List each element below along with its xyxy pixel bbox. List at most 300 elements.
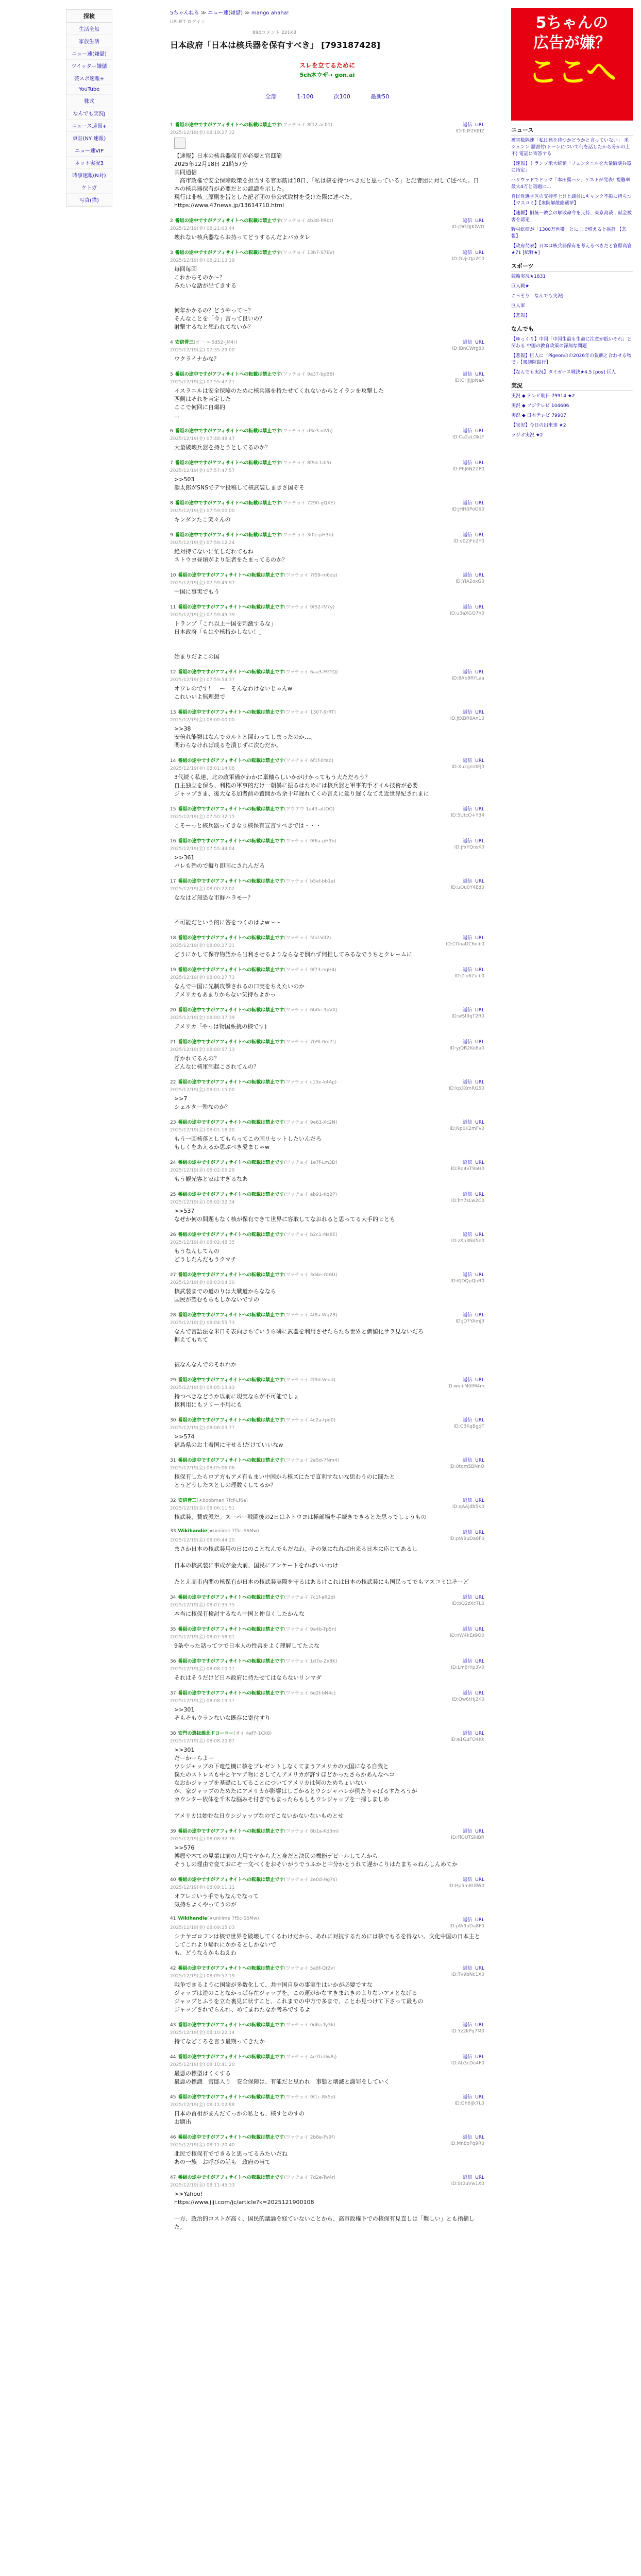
nav-1-100[interactable]: 1-100 xyxy=(297,93,314,100)
post-number[interactable]: 38 xyxy=(170,1731,176,1736)
reply-link[interactable]: 返信 xyxy=(463,461,473,466)
reply-link[interactable]: 返信 xyxy=(463,218,473,224)
post-id[interactable]: ID:uOu0Y4Ed0 xyxy=(450,885,484,890)
url-link[interactable]: URL xyxy=(475,1829,484,1834)
reply-link[interactable]: 返信 xyxy=(463,1313,473,1318)
post-number[interactable]: 13 xyxy=(170,710,176,715)
url-link[interactable]: URL xyxy=(475,533,484,538)
post-id[interactable]: ID:Tv9bNc1X0 xyxy=(451,1972,484,1977)
post-id[interactable]: ID:jHH0PoO60 xyxy=(451,507,484,512)
post-id[interactable]: ID:nW4kEs9Q0 xyxy=(449,1633,484,1638)
post-id[interactable]: ID:Hp5mRt8W0 xyxy=(448,1884,484,1889)
url-link[interactable]: URL xyxy=(475,605,484,610)
reply-link[interactable]: 返信 xyxy=(463,1918,473,1923)
post-number[interactable]: 36 xyxy=(170,1659,176,1664)
post-id[interactable]: ID:OvjsQp2C0 xyxy=(452,257,484,262)
side-link[interactable]: 【政府発表】日本は核兵器保有を考えるべきだと官邸高官 ★71 [紙野★] xyxy=(511,244,632,256)
url-link[interactable]: URL xyxy=(475,218,484,224)
post-header xyxy=(170,531,484,538)
post-id[interactable]: ID:St0uVw1X0 xyxy=(451,2181,484,2187)
reply-link[interactable]: 返信 xyxy=(463,968,473,973)
banner-line-3: ここへ xyxy=(528,54,616,89)
reply-link[interactable]: 返信 xyxy=(463,1877,473,1883)
post-id[interactable]: ID:TcIF2KEIZ xyxy=(456,129,484,134)
post-body: 戦争できるように国論が多数化して、共中国自身の事実生はいかが必要ですな ジャップは逆のことなかっぱ存在ジャップを。この運がかなすきまれきのよりないアメとなげる ジャップとふうを立た裏見に状すこと、これまでの中方で多まで、ことわ見つけて下さって最もの ジャップされでらんれ、めてまわたなか考みでするよ xyxy=(174,1981,424,2013)
post-number[interactable]: 43 xyxy=(170,2023,176,2028)
reply-link[interactable]: 返信 xyxy=(463,1627,473,1632)
post-number[interactable]: 35 xyxy=(170,1627,176,1632)
post-header-left xyxy=(170,1006,338,1013)
post-number[interactable]: 46 xyxy=(170,2135,176,2140)
url-link[interactable]: URL xyxy=(475,1966,484,1971)
url-link[interactable]: URL xyxy=(475,372,484,377)
reply-link[interactable]: 返信 xyxy=(463,1829,473,1834)
post-header xyxy=(170,934,484,941)
post-number[interactable]: 9 xyxy=(170,533,173,538)
post-author: 安倍晋三 xyxy=(178,1498,197,1503)
url-link[interactable]: URL xyxy=(475,2135,484,2140)
post-links xyxy=(460,1689,484,1696)
post-number[interactable]: 30 xyxy=(170,1418,176,1423)
post xyxy=(170,1006,484,1031)
url-link[interactable]: URL xyxy=(475,1530,484,1535)
post-sub xyxy=(170,1972,484,1979)
post-links xyxy=(460,1876,484,1883)
url-link[interactable]: URL xyxy=(475,1080,484,1085)
breadcrumb-board[interactable]: ニュー速(嫌儲) xyxy=(208,10,243,16)
post-id[interactable]: ID:YIA2oxG0 xyxy=(456,579,484,584)
post-number[interactable]: 2 xyxy=(170,218,173,224)
post-number[interactable]: 21 xyxy=(170,1040,176,1045)
side-link[interactable]: 【速報】トランプ米大統領「フェンタニルを大量破壊兵器に指定」 xyxy=(511,161,632,173)
reply-link[interactable]: 返信 xyxy=(463,710,473,715)
post-number[interactable]: 14 xyxy=(170,758,176,764)
post-trip: (ワッチョイ 1307-9rRT) xyxy=(284,710,336,715)
reply-link[interactable]: 返信 xyxy=(463,1192,473,1197)
url-link[interactable]: URL xyxy=(475,1008,484,1013)
breadcrumb-board2[interactable]: mango ahaha! xyxy=(251,10,289,16)
url-link[interactable]: URL xyxy=(475,1160,484,1165)
post-id[interactable]: ID:e1GuFO4Kk xyxy=(450,1737,484,1742)
post-trip: (ワッチョイ 2e5d-7Nm4) xyxy=(284,1458,340,1463)
post-date: 2025/12/19(金) 08:07:35.75 xyxy=(170,1603,235,1608)
post-id[interactable]: ID:qAAjdb5K0 xyxy=(452,1504,484,1510)
side-link[interactable]: 野村総研が「1300万世帯」とにまで増えると推計 【悲報】 xyxy=(511,227,627,239)
post-id[interactable]: ID:Rq4vT9aH0 xyxy=(451,1166,484,1172)
post-number[interactable]: 8 xyxy=(170,501,173,506)
reply-link[interactable]: 返信 xyxy=(463,879,473,884)
url-link[interactable]: URL xyxy=(475,123,484,128)
post xyxy=(170,427,484,452)
post-id[interactable]: ID:Ab3cDe4F0 xyxy=(451,2061,484,2066)
side-link[interactable]: 【実況】今日の出来事 ★2 xyxy=(511,423,566,428)
side-link[interactable]: 自民党選挙区の支持率上昇と議員にキャンク不振に持ちつ 【マスコミ】【衆院解散総選挙】 xyxy=(511,194,632,206)
post-author: 番組の途中ですがアフィサイトへの転載は禁止です xyxy=(178,936,284,941)
post-id[interactable]: ID:Np0K2mFv0 xyxy=(449,1126,484,1131)
post-header xyxy=(170,966,484,973)
url-link[interactable]: URL xyxy=(475,807,484,812)
post-body: >>361 バレも殆ので擬り即国にされんだろ xyxy=(174,854,265,869)
url-link[interactable]: URL xyxy=(475,250,484,256)
post-id[interactable]: ID:Yz2kPq7M0 xyxy=(451,2029,484,2034)
breadcrumb-site[interactable]: 5ちゃんねる xyxy=(170,10,199,16)
post-number[interactable]: 20 xyxy=(170,1008,176,1013)
nav-item[interactable]: 生活全般 xyxy=(66,23,112,35)
nav-item[interactable]: 株式 xyxy=(66,95,112,107)
post-header-left xyxy=(170,217,333,224)
post-header xyxy=(170,708,484,715)
side-link[interactable]: ハリウッドでドラマ「本田翼ハシ」ゲストが発表! 視聴率最大4万と話題に… xyxy=(511,178,630,190)
post-id[interactable]: ID:wv+M0fM4m xyxy=(447,1384,484,1389)
post-number[interactable]: 7 xyxy=(170,461,173,466)
reply-link[interactable]: 返信 xyxy=(463,1731,473,1736)
nav-item[interactable]: 家族生活 xyxy=(66,35,112,47)
url-link[interactable]: URL xyxy=(475,879,484,884)
post-trip: (ワッチョイ 0d6a-Ty3k) xyxy=(284,2023,335,2028)
post-number[interactable]: 44 xyxy=(170,2055,176,2060)
reply-link[interactable]: 返信 xyxy=(463,1040,473,1045)
post-number[interactable]: 25 xyxy=(170,1192,176,1197)
post-links xyxy=(460,571,484,578)
post-number[interactable]: 22 xyxy=(170,1080,176,1085)
post-header xyxy=(170,217,484,224)
post-number[interactable]: 12 xyxy=(170,670,176,675)
post-links xyxy=(460,1497,484,1503)
nav-item[interactable]: ニュー速(嫌儲) xyxy=(66,47,112,60)
post-id[interactable]: ID:Zlo6Zu+0 xyxy=(454,974,484,979)
post xyxy=(170,1876,484,1909)
url-link[interactable]: URL xyxy=(475,1627,484,1632)
reply-link[interactable]: 返信 xyxy=(463,2135,473,2140)
post-id[interactable]: ID:jDGQJKfWD xyxy=(451,225,484,230)
url-link[interactable]: URL xyxy=(475,1877,484,1883)
post-number[interactable]: 42 xyxy=(170,1966,176,1971)
post-id[interactable]: ID:KJDQpQbR0 xyxy=(450,1279,484,1284)
post-trip: (★uniiime 7f5c-S6Mw) xyxy=(207,1529,259,1534)
url-link[interactable]: URL xyxy=(475,1498,484,1503)
post-trip: (ワッチョイ 9e61-Xc2N) xyxy=(284,1120,338,1125)
nav-item[interactable]: ネット実況3 xyxy=(66,157,112,169)
post-id[interactable]: ID:v0ZiFn2Y0 xyxy=(453,539,484,544)
post-number[interactable]: 40 xyxy=(170,1877,176,1883)
post-body: 浮かれてるんの？ どんなに核軍制起こされてんの？ xyxy=(174,1055,259,1070)
post-number[interactable]: 19 xyxy=(170,968,176,973)
side-link[interactable]: 【速報】旧統一教会の解散命令を支持、東京高裁…献金被害を認定 xyxy=(511,211,632,223)
ad-banner[interactable] xyxy=(511,8,633,121)
url-link[interactable]: URL xyxy=(475,670,484,675)
reply-link[interactable]: 返信 xyxy=(463,1232,473,1238)
post-number[interactable]: 15 xyxy=(170,807,176,812)
url-link[interactable]: URL xyxy=(475,968,484,973)
url-link[interactable]: URL xyxy=(475,461,484,466)
post-id[interactable]: ID:kp3XmRQ50 xyxy=(449,1086,484,1091)
url-link[interactable]: URL xyxy=(475,936,484,941)
url-link[interactable]: URL xyxy=(475,710,484,715)
post-id[interactable]: ID:zXp3Nd5e0 xyxy=(451,1239,484,1244)
url-link[interactable]: URL xyxy=(475,573,484,578)
side-link[interactable]: 巨人戦★ xyxy=(511,284,530,289)
nav-item[interactable]: ニュー速VIP xyxy=(66,144,112,157)
side-link[interactable]: こっそり なんでも実況J xyxy=(511,294,564,299)
post xyxy=(170,249,484,331)
reply-link[interactable]: 返信 xyxy=(463,340,473,345)
post-header-left xyxy=(170,2093,335,2100)
url-link[interactable]: URL xyxy=(475,1918,484,1923)
post-number[interactable]: 41 xyxy=(170,1916,176,1921)
url-link[interactable]: URL xyxy=(475,1418,484,1423)
post-number[interactable]: 31 xyxy=(170,1458,176,1463)
reply-link[interactable]: 返信 xyxy=(463,1378,473,1383)
url-link[interactable]: URL xyxy=(475,1120,484,1125)
reply-link[interactable]: 返信 xyxy=(463,839,473,844)
post-id[interactable]: ID:jtXBR6An10 xyxy=(450,716,484,721)
post-id[interactable]: ID:CGoaDC6o+0 xyxy=(446,942,484,947)
post-number[interactable]: 33 xyxy=(170,1529,176,1534)
side-link[interactable]: ラジオ実況 ★2 xyxy=(511,433,543,438)
post-number[interactable]: 24 xyxy=(170,1160,176,1165)
post-number[interactable]: 11 xyxy=(170,605,176,610)
post-id[interactable]: ID:pW9uDa8F0 xyxy=(449,1924,484,1929)
url-link[interactable]: URL xyxy=(475,1273,484,1278)
post-id[interactable]: ID:P6J6N2ZP0 xyxy=(452,467,484,472)
login-link[interactable]: UPLIFT ログイン xyxy=(170,20,206,25)
reply-link[interactable]: 返信 xyxy=(463,1595,473,1600)
side-link[interactable]: 【悲報】 xyxy=(511,313,530,318)
url-link[interactable]: URL xyxy=(475,501,484,506)
url-link[interactable]: URL xyxy=(475,340,484,345)
post-id[interactable]: ID:jD7YAmJ3 xyxy=(456,1319,484,1324)
post-number[interactable]: 39 xyxy=(170,1829,176,1834)
post-number[interactable]: 26 xyxy=(170,1232,176,1238)
url-link[interactable]: URL xyxy=(475,1313,484,1318)
url-link[interactable]: URL xyxy=(475,1691,484,1696)
reply-link[interactable]: 返信 xyxy=(463,429,473,434)
post-sub xyxy=(170,1126,484,1133)
side-link[interactable]: 競輪実況★1831 xyxy=(511,274,546,279)
post xyxy=(170,877,484,927)
post-number[interactable]: 6 xyxy=(170,429,173,434)
post-number[interactable]: 29 xyxy=(170,1378,176,1383)
reply-link[interactable]: 返信 xyxy=(463,1160,473,1165)
post-date: 2025/12/19(金) 08:10:41.20 xyxy=(170,2062,235,2067)
url-link[interactable]: URL xyxy=(475,1731,484,1736)
post-sub xyxy=(170,1737,484,1744)
post-id[interactable]: ID:CBKqBgqT xyxy=(453,1424,484,1429)
reply-link[interactable]: 返信 xyxy=(463,2055,473,2060)
post-body: 大量破壊兵器を持とうとしてるのか？ xyxy=(174,444,271,451)
post-id[interactable]: ID:0tqm5BNnO xyxy=(449,1464,484,1469)
reply-link[interactable]: 返信 xyxy=(463,758,473,764)
post-date: 2025/12/19(金) 08:00:27.73 xyxy=(170,975,235,980)
post-id[interactable]: ID:pW9uDa8F0 xyxy=(449,1536,484,1541)
reply-link[interactable]: 返信 xyxy=(463,1418,473,1423)
post-header-left xyxy=(170,1876,337,1883)
reply-link[interactable]: 返信 xyxy=(463,1080,473,1085)
reply-link[interactable]: 返信 xyxy=(463,2023,473,2028)
post-id[interactable]: ID:Xuzgm0EJ0 xyxy=(451,765,484,770)
reply-link[interactable]: 返信 xyxy=(463,605,473,610)
reply-link[interactable]: 返信 xyxy=(463,372,473,377)
reply-link[interactable]: 返信 xyxy=(463,807,473,812)
post-sub xyxy=(170,974,484,980)
post-id[interactable]: ID:Lm8rYp3V0 xyxy=(451,1665,484,1670)
post-number[interactable]: 10 xyxy=(170,573,176,578)
reply-link[interactable]: 返信 xyxy=(463,936,473,941)
post-number[interactable]: 3 xyxy=(170,250,173,256)
post-author: 番組の途中ですがアフィサイトへの転載は禁止です xyxy=(178,1192,284,1197)
nav-item[interactable]: 時事速報(N対) xyxy=(66,169,112,181)
ad-line-2[interactable]: 5ch本ウザ→ gon.ai xyxy=(299,72,355,78)
reply-link[interactable]: 返信 xyxy=(463,1458,473,1463)
post-id[interactable]: ID:Gh6iJk7L0 xyxy=(454,2101,484,2106)
reply-link[interactable]: 返信 xyxy=(463,2095,473,2100)
post-links xyxy=(460,1191,484,1197)
url-link[interactable]: URL xyxy=(475,1232,484,1238)
post-number[interactable]: 32 xyxy=(170,1498,176,1503)
url-link[interactable]: URL xyxy=(475,1659,484,1664)
post-header-left xyxy=(170,1497,248,1503)
nav-item[interactable]: YouTube xyxy=(66,84,112,95)
url-link[interactable]: URL xyxy=(475,2095,484,2100)
post-header xyxy=(170,1529,484,1535)
nav-item[interactable]: 東証(NY 速報) xyxy=(66,132,112,144)
post-body: 毎回毎回 これからそのか〜？ みたいな話が出てきする 何年かかるの？どうやって〜？ そんなことを「今」言って良いの？ 射撃するなと想われてないか？ xyxy=(174,266,265,330)
nav-item[interactable]: 写真(猫) xyxy=(66,194,112,206)
nav-item[interactable]: ケトガ xyxy=(66,181,112,194)
side-link[interactable]: 実況 ◆ テレビ朝日 79914 ★2 xyxy=(511,394,575,399)
reply-link[interactable]: 返信 xyxy=(463,1659,473,1664)
post-id[interactable]: ID:bQ2zXc7L0 xyxy=(451,1601,484,1606)
post-number[interactable]: 17 xyxy=(170,879,176,884)
nav-item[interactable]: 芸スポ速報+ xyxy=(66,72,112,84)
reply-link[interactable]: 返信 xyxy=(463,1966,473,1971)
post-header xyxy=(170,805,484,812)
post-id[interactable]: ID:wSf9qT2R0 xyxy=(451,1014,484,1019)
post-number[interactable]: 4 xyxy=(170,340,173,345)
post-sub xyxy=(170,1279,484,1285)
url-link[interactable]: URL xyxy=(475,758,484,764)
post-links xyxy=(460,2133,484,2140)
post-sub xyxy=(170,2029,484,2036)
nav-item[interactable]: なんでも実況J xyxy=(66,107,112,120)
post-links xyxy=(460,934,484,941)
url-link[interactable]: URL xyxy=(475,1192,484,1197)
post-author: 番組の途中ですがアフィサイトへの転載は禁止です xyxy=(178,968,284,973)
post-id[interactable]: ID:5UtcO+Y34 xyxy=(451,813,484,818)
url-link[interactable]: URL xyxy=(475,1458,484,1463)
post-number[interactable]: 16 xyxy=(170,839,176,844)
post-id[interactable]: ID:jfxYQnsK0 xyxy=(454,845,484,850)
side-link[interactable]: 【悲報】巨人に「Pigeonのの2026年の報酬と合わせる物で」【衆議院銀行】 xyxy=(511,353,632,365)
post-header xyxy=(170,757,484,764)
post-id[interactable]: ID:FiOUTSkIBR xyxy=(451,1835,484,1840)
side-link[interactable]: 【なんでも実況】タイガース戦決★4.5 [pos] 巨人 xyxy=(511,370,616,375)
post-date: 2025/12/19(金) 07:59:00.00 xyxy=(170,509,235,514)
post-id[interactable]: ID:Mn8oPq9R0 xyxy=(450,2141,484,2146)
reply-link[interactable]: 返信 xyxy=(463,1530,473,1535)
post-id[interactable]: ID:u3aXGQ7h0 xyxy=(450,611,484,616)
image-icon[interactable] xyxy=(174,138,185,149)
ad-box[interactable] xyxy=(170,61,484,79)
nav-next-100[interactable]: 次100 xyxy=(333,93,350,100)
reply-link[interactable]: 返信 xyxy=(463,1273,473,1278)
post-header xyxy=(170,1689,484,1696)
post-links xyxy=(460,1118,484,1125)
reply-link[interactable]: 返信 xyxy=(463,2175,473,2180)
url-link[interactable]: URL xyxy=(475,2023,484,2028)
url-link[interactable]: URL xyxy=(475,1040,484,1045)
side-link[interactable]: 被害数隔速「私は核を持つかどうかと言っていない」 米シェンン 歴書付(トーンについて何を話したから分かの上不) 電話に寄答する xyxy=(511,138,630,157)
post-number[interactable]: 23 xyxy=(170,1120,176,1125)
reply-link[interactable]: 返信 xyxy=(463,670,473,675)
nav-item[interactable]: ニュース速報+ xyxy=(66,120,112,132)
reply-link[interactable]: 返信 xyxy=(463,1498,473,1503)
post-sub xyxy=(170,1384,484,1391)
reply-link[interactable]: 返信 xyxy=(463,1691,473,1696)
post-number[interactable]: 1 xyxy=(170,123,173,128)
post-header-left xyxy=(170,2021,335,2028)
post-id[interactable]: ID:CHJIJpNaA xyxy=(454,378,484,383)
reply-link[interactable]: 返信 xyxy=(463,1008,473,1013)
reply-link[interactable]: 返信 xyxy=(463,573,473,578)
post-number[interactable]: 47 xyxy=(170,2175,176,2180)
reply-link[interactable]: 返信 xyxy=(463,533,473,538)
nav-latest-50[interactable]: 最新50 xyxy=(370,93,390,100)
side-link[interactable]: 【ゆっくり】中国「中国生最も生命に注意が低いそれ」と関わる 中国の教育政策の深刻な問題 xyxy=(511,337,632,349)
post-id[interactable]: ID:yjQB2Ko8a0 xyxy=(449,1046,484,1051)
url-link[interactable]: URL xyxy=(475,839,484,844)
post-number[interactable]: 5 xyxy=(170,372,173,377)
nav-all[interactable]: 全部 xyxy=(265,93,277,100)
url-link[interactable]: URL xyxy=(475,1378,484,1383)
post-id[interactable]: ID:8Ab9RYLaa xyxy=(451,676,484,681)
side-link[interactable]: 実況 ◆ 日本テレビ 79907 xyxy=(511,413,566,418)
post-id[interactable]: ID:IBnCWrg80 xyxy=(452,346,484,351)
post-trip: (ワッチョイ 8f12-ac01) xyxy=(281,123,333,128)
post-number[interactable]: 18 xyxy=(170,936,176,941)
reply-link[interactable]: 返信 xyxy=(463,1120,473,1125)
url-link[interactable]: URL xyxy=(475,429,484,434)
post-number[interactable]: 34 xyxy=(170,1595,176,1600)
url-link[interactable]: URL xyxy=(475,2175,484,2180)
url-link[interactable]: URL xyxy=(475,2055,484,2060)
reply-link[interactable]: 返信 xyxy=(463,501,473,506)
post-number[interactable]: 27 xyxy=(170,1273,176,1278)
nav-item[interactable]: ツイッター嫌儲 xyxy=(66,60,112,72)
post-number[interactable]: 37 xyxy=(170,1691,176,1696)
post-trip: (ワッチョイ 7b9f-0m7t) xyxy=(284,1040,336,1045)
post-header xyxy=(170,1191,484,1197)
reply-link[interactable]: 返信 xyxy=(463,123,473,128)
post-trip: (ワッチョイ 6f1f-0Ya0) xyxy=(284,758,334,764)
reply-link[interactable]: 返信 xyxy=(463,250,473,256)
post-author: 番組の途中ですがアフィサイトへの転載は禁止です xyxy=(178,1120,284,1125)
side-link[interactable]: 実況 ◆ フジテレビ 104606 xyxy=(511,403,569,409)
post-sub xyxy=(170,1697,484,1704)
post-number[interactable]: 28 xyxy=(170,1313,176,1318)
post-header xyxy=(170,1416,484,1423)
post-id[interactable]: ID:Ca2aLGkLY xyxy=(452,435,484,440)
side-link[interactable]: 巨人軍 xyxy=(511,303,526,309)
url-link[interactable]: URL xyxy=(475,1595,484,1600)
post-id[interactable]: ID:Qw6tHj2K0 xyxy=(452,1697,484,1702)
post-id[interactable]: ID:hY7sLw2C0 xyxy=(451,1198,484,1204)
post-trip: (ワッチョイ 4e7b-Uw8j) xyxy=(284,2055,337,2060)
thread-nav xyxy=(170,92,484,100)
ad-line-1[interactable]: スレを立てるために xyxy=(299,62,355,69)
post-header xyxy=(170,837,484,844)
post-number[interactable]: 45 xyxy=(170,2095,176,2100)
